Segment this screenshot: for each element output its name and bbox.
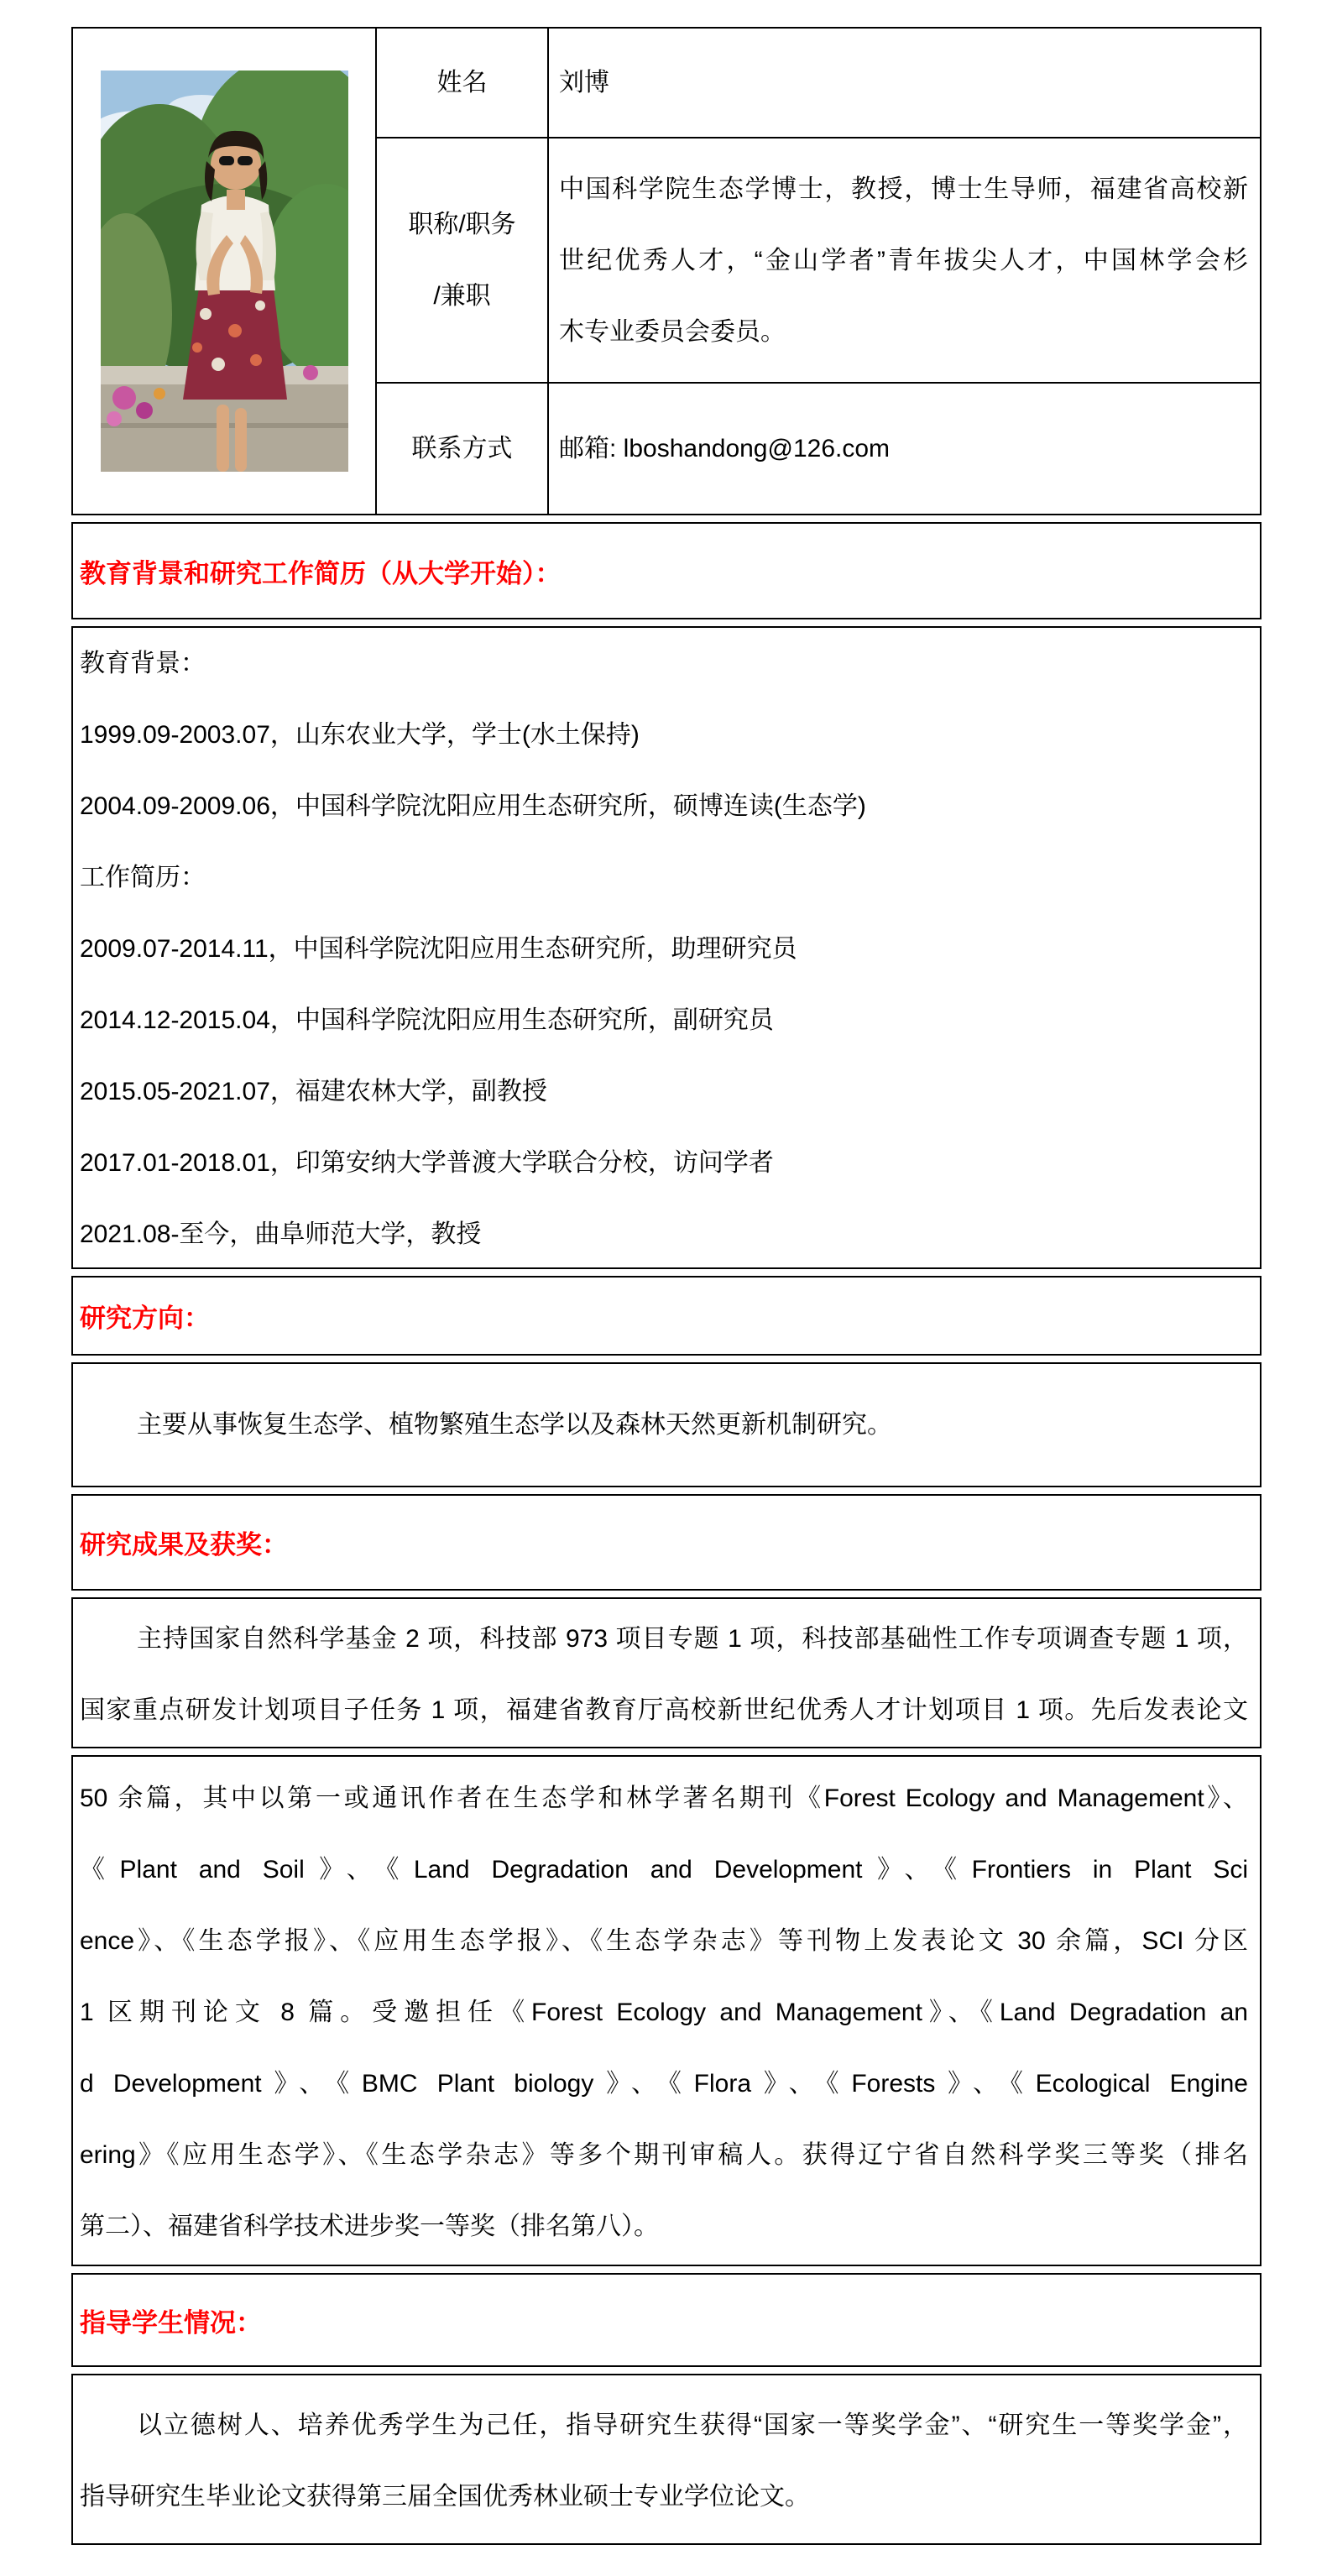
education-line: 2021.08-至今，曲阜师范大学，教授 (80, 1220, 482, 1248)
contact-value-cell (547, 382, 1260, 514)
students-line: 以立德树人、培养优秀学生为己任，指导研究生获得“国家一等奖学金”、“研究生一等奖学金”， (137, 2411, 1248, 2439)
section-header-research-direction (71, 1276, 1261, 1356)
section-header-education-text: 教育背景和研究工作简历（从大学开始）： (80, 558, 562, 588)
section-body-education (71, 626, 1261, 1269)
name-value-cell (547, 29, 1260, 137)
name-label-cell (375, 29, 547, 137)
education-line: 1999.09-2003.07，山东农业大学，学士(水土保持) (80, 721, 640, 749)
section-header-students-text: 指导学生情况： (80, 2307, 262, 2338)
profile-photo-cell (73, 29, 375, 514)
achievements-line: 第二）、福建省科学技术进步奖一等奖（排名第八）。 (80, 2213, 659, 2240)
name-value: 刘博 (559, 69, 609, 97)
section-body-students (71, 2374, 1261, 2545)
contact-label: 联系方式 (411, 435, 513, 462)
education-line: 2014.12-2015.04，中国科学院沈阳应用生态研究所，副研究员 (80, 1006, 774, 1034)
section-header-students (71, 2273, 1261, 2367)
contact-value: 邮箱: lboshandong@126.com (559, 435, 891, 462)
title-value-line: 木专业委员会委员。 (559, 317, 786, 346)
achievements-line: ering》《应用生态学》、《生态学杂志》等多个期刊审稿人。获得辽宁省自然科学奖三等奖（排名 (80, 2141, 1248, 2169)
education-line: 工作简历： (80, 864, 206, 891)
name-label: 姓名 (436, 69, 488, 97)
section-header-education (71, 522, 1261, 619)
achievements-line: 国家重点研发计划项目子任务 1 项，福建省教育厅高校新世纪优秀人才计划项目 1 项。先后发表论文 (80, 1696, 1248, 1724)
achievements-line: 《Plant and Soil》、《Land Degradation and Development》、《Frontiers in Plant Sci (80, 1856, 1248, 1884)
achievements-line: 50 余篇，其中以第一或通讯作者在生态学和林学著名期刊《Forest Ecology and Management》、 (80, 1784, 1248, 1812)
achievements-line: ence》、《生态学报》、《应用生态学报》、《生态学杂志》等刊物上发表论文 30 余篇，SCI 分区 (80, 1927, 1248, 1955)
title-value-line: 中国科学院生态学博士，教授，博士生导师，福建省高校新 (559, 175, 1248, 203)
education-line: 2015.05-2021.07，福建农林大学，副教授 (80, 1078, 547, 1105)
education-line: 2017.01-2018.01，印第安纳大学普渡大学联合分校，访问学者 (80, 1149, 774, 1177)
profile-info-table (71, 27, 1261, 515)
profile-photo (101, 71, 348, 472)
title-label-cell (375, 137, 547, 382)
section-header-achievements-text: 研究成果及获奖： (80, 1530, 288, 1560)
title-value-cell (547, 137, 1260, 382)
section-body-achievements-part2 (71, 1755, 1261, 2266)
section-header-research-direction-text: 研究方向： (80, 1304, 210, 1333)
research-direction-text: 主要从事恢复生态学、植物繁殖生态学以及森林天然更新机制研究。 (137, 1410, 892, 1439)
education-line: 2009.07-2014.11，中国科学院沈阳应用生态研究所，助理研究员 (80, 935, 797, 963)
section-body-achievements-part1 (71, 1597, 1261, 1748)
achievements-line: 主持国家自然科学基金 2 项，科技部 973 项目专题 1 项，科技部基础性工作专项调查专题 1 项， (137, 1625, 1248, 1653)
education-line: 2004.09-2009.06，中国科学院沈阳应用生态研究所，硕博连读(生态学) (80, 792, 866, 820)
title-label-line1: 职称/职务 (408, 211, 516, 238)
students-line: 指导研究生毕业论文获得第三届全国优秀林业硕士专业学位论文。 (80, 2483, 810, 2511)
achievements-line: d Development》、《BMC Plant biology》、《Flora》、《Forests》、《Ecological Engine (80, 2070, 1248, 2098)
education-line: 教育背景： (80, 650, 206, 677)
contact-label-cell (375, 382, 547, 514)
section-body-research-direction (71, 1362, 1261, 1487)
title-label-line2: /兼职 (433, 282, 491, 310)
title-value-line: 世纪优秀人才，“金山学者”青年拔尖人才，中国林学会杉 (559, 246, 1248, 274)
achievements-line: 1 区期刊论文 8 篇。受邀担任《Forest Ecology and Management》、《Land Degradation an (80, 1999, 1248, 2026)
section-header-achievements (71, 1494, 1261, 1591)
